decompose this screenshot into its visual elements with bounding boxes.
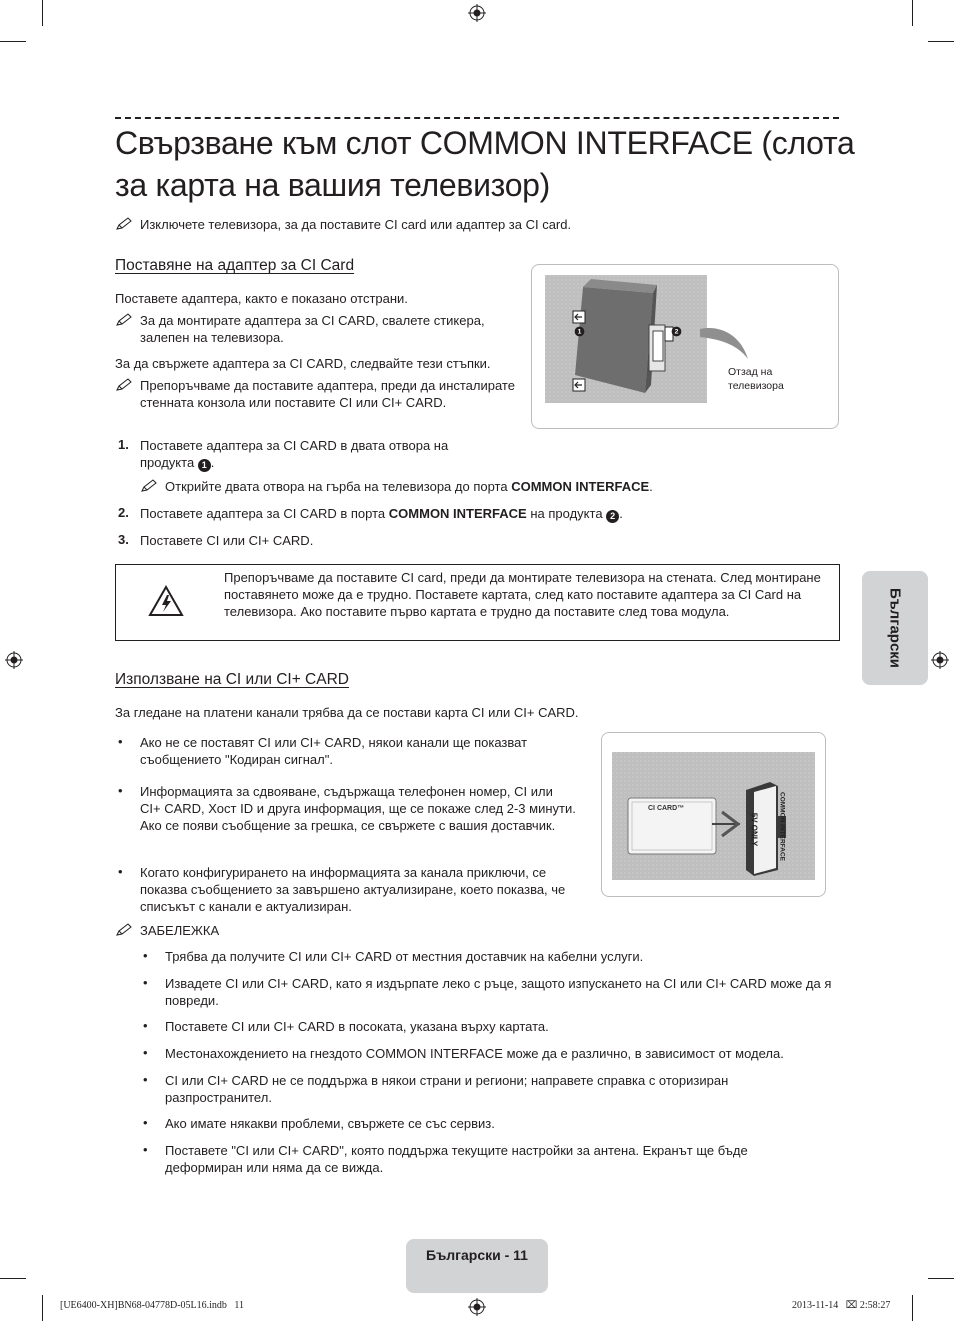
step-text: Поставете CI или CI+ CARD. [140, 533, 314, 548]
period: . [649, 479, 653, 494]
voltage-label: 5V ONLY [749, 812, 759, 847]
crop-mark [928, 1278, 954, 1279]
note-pencil-icon [115, 217, 133, 231]
step-text [140, 505, 840, 523]
page-title: Свързване към слот COMMON INTERFACE (слота за карта на вашия телевизор) [115, 125, 855, 203]
paragraph: За да свържете адаптера за CI CARD, следвайте тези стъпки. [115, 356, 491, 371]
note-pencil-icon [115, 378, 133, 392]
registration-mark-icon [5, 651, 23, 669]
step-number: 1. [118, 437, 129, 452]
bullet-dot: • [118, 864, 123, 879]
crop-mark [42, 0, 43, 26]
crop-mark [0, 41, 26, 42]
bullet-dot: • [143, 948, 148, 963]
registration-mark-icon [468, 1298, 486, 1316]
page-number-label: Български - 11 [426, 1247, 528, 1263]
side-tab-label: Български [886, 587, 904, 669]
crop-mark [42, 1295, 43, 1321]
crop-mark [912, 0, 913, 26]
slot-label: COMMON INTERFACE [778, 792, 786, 861]
bullet-dot: • [143, 1072, 148, 1087]
note-pencil-icon [115, 313, 133, 327]
adapter-illustration [545, 275, 707, 403]
bullet-dot: • [118, 734, 123, 749]
bullet-text: Информацията за сдвояване, съдържаща телефонен номер, CI или CI+ CARD, Хост ID и друга информация, ще се покаже след 2-3 минути. Ако се появи съобщение за грешка, се свържете с вашия доставчик. [140, 784, 576, 833]
step-marker: 2 [606, 510, 619, 523]
bullet-dot: • [143, 1018, 148, 1033]
crop-mark [0, 1278, 26, 1279]
warning-text: Препоръчваме да поставите CI card, преди да монтирате телевизора на стената. След монтиране поставянето може да е трудно. Поставете картата, след като поставите адаптера за CI Card на телевизора. Ако поставите първо картата е трудно да поставите след това модула. [224, 570, 821, 619]
step-text-main: Поставете адаптера за CI CARD в двата отвора на продукта [140, 438, 449, 470]
paragraph: Поставете адаптера, както е показано отстрани. [115, 291, 408, 306]
bullet-text: Ако не се поставят CI или CI+ CARD, някои канали ще показват съобщението "Кодиран сигнал". [140, 735, 528, 767]
section-heading-ci-card: Използване на CI или CI+ CARD [115, 671, 349, 688]
title-rule [115, 117, 839, 119]
step-note [165, 478, 845, 495]
section-heading-adapter: Поставяне на адаптер за CI Card [115, 257, 355, 274]
step-number: 2. [118, 505, 129, 520]
bullet-dot: • [143, 1142, 148, 1157]
registration-mark-icon [468, 4, 486, 22]
crop-mark [912, 1295, 913, 1321]
note-bullet-text: Ако имате някакви проблеми, свържете се със сервиз. [165, 1116, 495, 1131]
bullet-dot: • [118, 783, 123, 798]
figure-marker: 1 [575, 327, 585, 337]
period: . [619, 506, 623, 521]
footer-file-info: [UE6400-XH]BN68-04778D-05L16.indb 11 [60, 1300, 245, 1311]
intro-note: Изключете телевизора, за да поставите CI card или адаптер за CI card. [140, 217, 572, 232]
ci-card-figure [601, 732, 826, 897]
page-number-tab [406, 1239, 548, 1293]
language-side-tab [862, 571, 928, 685]
note-bullet-text: Местонахождението на гнездото COMMON INTERFACE може да е различно, в зависимост от модела. [165, 1046, 784, 1061]
note-label: ЗАБЕЛЕЖКА [140, 923, 220, 938]
warning-box [115, 564, 840, 641]
note-pencil-icon [115, 923, 133, 937]
paragraph: За гледане на платени канали трябва да се постави карта CI или CI+ CARD. [115, 705, 579, 720]
callout-curve [700, 315, 752, 363]
step-marker: 1 [198, 459, 211, 472]
step-bold: COMMON INTERFACE [388, 506, 527, 521]
note-bullet-text: Извадете CI или CI+ CARD, като я издърпате леко с ръце, защото изпускането на CI или CI+ CARD може да я повреди. [165, 976, 832, 1008]
note-text: За да монтирате адаптера за CI CARD, свалете стикера, залепен на телевизора. [140, 313, 485, 345]
step-number: 3. [118, 532, 129, 547]
footer-timestamp: 2013-11-14 ⌧ 2:58:27 [792, 1300, 891, 1311]
note-bullet-text: CI или CI+ CARD не се поддържа в някои страни и региони; направете справка с оторизиран разпространител. [165, 1073, 729, 1105]
crop-mark [928, 41, 954, 42]
step-text [140, 437, 480, 472]
note-pencil-icon [140, 479, 158, 493]
warning-triangle-icon [148, 585, 184, 617]
note-bullet-text: Поставете CI или CI+ CARD в посоката, указана върху картата. [165, 1019, 549, 1034]
bullet-dot: • [143, 1045, 148, 1060]
period: . [210, 455, 215, 470]
note-bullet-text: Поставете "CI или CI+ CARD", която поддържа текущите настройки за антена. Екранът ще бъде деформиран или няма да се вижда. [165, 1143, 748, 1175]
step-text-post: на продукта [530, 506, 603, 521]
figure-marker: 2 [672, 327, 682, 337]
step-note-text: Открийте двата отвора на гърба на телевизора до порта [165, 479, 508, 494]
step-text-main: Поставете адаптера за CI CARD в порта [140, 506, 386, 521]
bullet-text: Когато конфигурирането на информацията за канала приключи, се показва съобщението за завършено актуализиране, което показва, че списъкът с канали е актуализиран. [140, 865, 566, 914]
bullet-dot: • [143, 1115, 148, 1130]
bullet-dot: • [143, 975, 148, 990]
figure-caption: Отзад на телевизора [728, 366, 784, 392]
adapter-figure [531, 264, 839, 429]
registration-mark-icon [931, 651, 949, 669]
ci-card-label: CI CARD™ [648, 805, 685, 812]
note-bullet-text: Трябва да получите CI или CI+ CARD от местния доставчик на кабелни услуги. [165, 949, 644, 964]
step-note-bold: COMMON INTERFACE [511, 479, 650, 494]
note-text: Препоръчваме да поставите адаптера, преди да инсталирате стенната конзола или поставите CI или CI+ CARD. [140, 378, 515, 410]
